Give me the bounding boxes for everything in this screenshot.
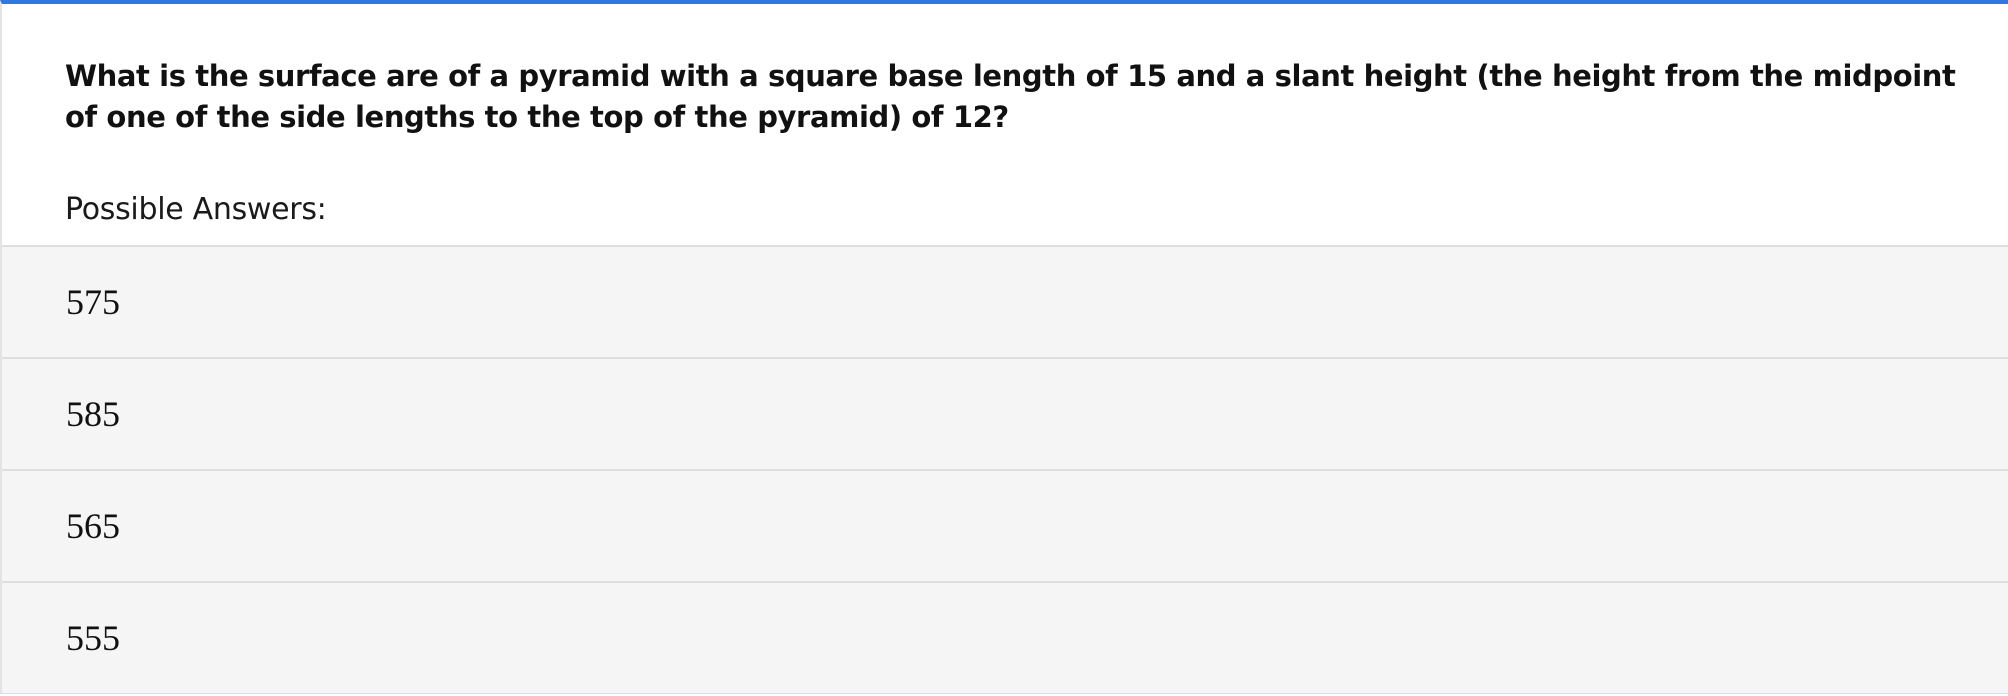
answer-list bbox=[2, 245, 2008, 693]
answer-option-label: 585 bbox=[66, 394, 120, 434]
answer-option-1[interactable] bbox=[2, 245, 2008, 357]
question-text: What is the surface are of a pyramid with a square base length of 15 and a slant height (the height from the midpoint of one of the side lengths to the top of the pyramid) of 12? bbox=[65, 59, 1956, 134]
answer-option-label: 575 bbox=[66, 282, 120, 322]
possible-answers-label: Possible Answers: bbox=[65, 192, 327, 227]
answer-option-label: 555 bbox=[66, 618, 120, 658]
answer-option-2[interactable] bbox=[2, 357, 2008, 469]
answer-option-4[interactable] bbox=[2, 581, 2008, 693]
answer-option-3[interactable] bbox=[2, 469, 2008, 581]
answer-option-label: 565 bbox=[66, 506, 120, 546]
